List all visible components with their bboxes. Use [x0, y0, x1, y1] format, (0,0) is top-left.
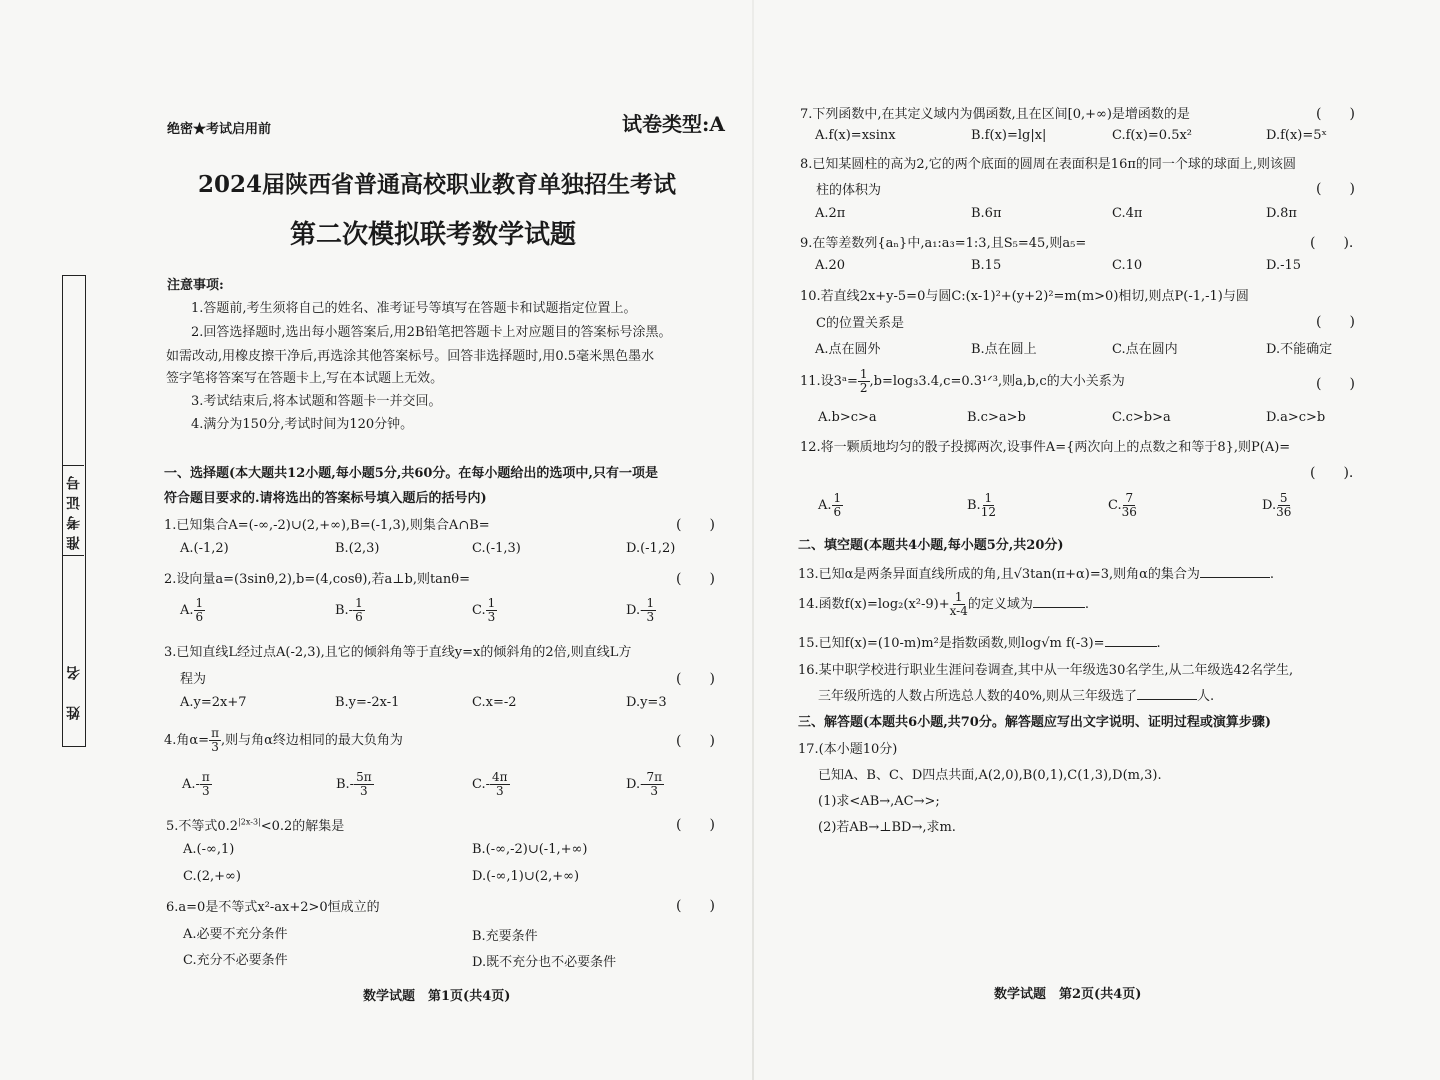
option: D.-15: [1266, 258, 1302, 273]
option: A.(-1,2): [180, 541, 229, 556]
option: C.c>b>a: [1112, 410, 1171, 425]
answer-paren: ( ): [1316, 314, 1355, 330]
option: D.既不充分也不必要条件: [472, 955, 617, 970]
question-stem: (1)求<AB→,AC→>;: [818, 794, 940, 809]
notice-item: 如需改动,用橡皮擦干净后,再选涂其他答案标号。回答非选择题时,用0.5毫米黑色墨水: [166, 349, 655, 364]
question-stem: 1.已知集合A=(-∞,-2)∪(2,+∞),B=(-1,3),则集合A∩B=: [164, 518, 490, 533]
question-stem: 12.将一颗质地均匀的骰子投掷两次,设事件A={两次向上的点数之和等于8},则P(A)=: [800, 440, 1291, 455]
section-heading: 三、解答题(本题共6小题,共70分。解答题应写出文字说明、证明过程或演算步骤): [798, 715, 1271, 730]
option: D.(-1,2): [626, 541, 676, 556]
option: D.8π: [1266, 206, 1297, 221]
notice-item: 3.考试结束后,将本试题和答题卡一并交回。: [191, 394, 442, 409]
section-heading: 符合题目要求的.请将选出的答案标号填入题后的括号内): [164, 491, 487, 506]
option: A.2π: [815, 206, 846, 221]
notice-item: 签字笔将答案写在答题卡上,写在本试题上无效。: [166, 371, 444, 386]
option: B.- $\frac{1}{6}$: [335, 596, 363, 624]
side-divider: [62, 555, 84, 556]
option: D. $\frac{5}{36}$: [1262, 491, 1292, 519]
question-stem: 15.已知f(x)=(10-m)m²是指数函数,则log√m f(-3)= .: [798, 636, 1161, 651]
option: B.- $\frac{5\pi}{3}$: [336, 770, 372, 798]
answer-paren: ( ): [676, 898, 715, 914]
answer-paren: ( ): [676, 733, 715, 749]
paper-type: 试卷类型:A: [622, 112, 725, 136]
option: A.y=2x+7: [180, 695, 247, 710]
side-divider: [62, 465, 84, 466]
option: B.15: [971, 258, 1002, 273]
notice-item: 1.答题前,考生须将自己的姓名、准考证号等填写在答题卡和试题指定位置上。: [191, 301, 637, 316]
option: B.充要条件: [472, 929, 538, 944]
option: A.必要不充分条件: [183, 927, 288, 942]
confidential-mark: 绝密★考试启用前: [167, 122, 272, 137]
option: B.6π: [971, 206, 1002, 221]
question-stem: 已知A、B、C、D四点共面,A(2,0),B(0,1),C(1,3),D(m,3).: [818, 768, 1162, 783]
option: A.b>c>a: [818, 410, 877, 425]
option: C.4π: [1112, 206, 1143, 221]
option: D.y=3: [626, 695, 667, 710]
question-stem: 2.设向量a=(3sinθ,2),b=(4,cosθ),若a⊥b,则tanθ=: [164, 572, 471, 587]
option: C.- $\frac{4\pi}{3}$: [472, 770, 508, 798]
question-stem: 4.角α= $\frac{\pi}{3}$ ,则与角α终边相同的最大负角为: [164, 726, 403, 754]
exam-subtitle: 第二次模拟联考数学试题: [290, 220, 577, 250]
page-footer: 数学试题 第1页(共4页): [363, 989, 511, 1004]
option: D.a>c>b: [1266, 410, 1326, 425]
notice-item: 4.满分为150分,考试时间为120分钟。: [191, 417, 414, 432]
question-stem: 13.已知α是两条异面直线所成的角,且√3tan(π+α)=3,则角α的集合为 .: [798, 567, 1275, 582]
option: A.- $\frac{\pi}{3}$: [182, 770, 210, 798]
question-stem: (2)若AB→⊥BD→,求m.: [818, 820, 956, 835]
question-stem: 柱的体积为: [816, 183, 882, 198]
answer-paren: ( ): [676, 817, 715, 833]
option: C. $\frac{1}{3}$: [472, 596, 496, 624]
option: C.x=-2: [472, 695, 517, 710]
question-stem: 6.a=0是不等式x²-ax+2>0恒成立的: [166, 900, 380, 915]
option: C.点在圆内: [1112, 342, 1178, 357]
question-stem: 10.若直线2x+y-5=0与圆C:(x-1)²+(y+2)²=m(m>0)相切,则点P(-1,-1)与圆: [800, 289, 1249, 304]
question-stem: 17.(本小题10分): [798, 742, 898, 757]
option: A.20: [815, 258, 846, 273]
option: A.(-∞,1): [183, 842, 235, 857]
answer-paren: ( ): [1316, 181, 1355, 197]
question-stem: C的位置关系是: [816, 316, 904, 331]
question-stem: 三年级所选的人数占所选总人数的40%,则从三年级选了 人.: [818, 689, 1215, 704]
option: B.f(x)=lg|x|: [971, 128, 1047, 143]
notice-item: 2.回答选择题时,选出每小题答案后,用2B铅笔把答题卡上对应题目的答案标号涂黑。: [191, 325, 672, 340]
option: D.f(x)=5ˣ: [1266, 128, 1328, 143]
option: A.点在圆外: [815, 342, 881, 357]
answer-paren: ( ): [1316, 106, 1355, 122]
option: A. $\frac{1}{6}$: [180, 596, 204, 624]
name-label: 姓 名: [66, 660, 82, 720]
answer-paren: ( ).: [1310, 465, 1354, 481]
option: B.c>a>b: [967, 410, 1026, 425]
answer-paren: ( ): [676, 571, 715, 587]
option: C.10: [1112, 258, 1143, 273]
section-heading: 一、选择题(本大题共12小题,每小题5分,共60分。在每小题给出的选项中,只有一项是: [164, 466, 658, 481]
notice-heading: 注意事项:: [167, 278, 224, 293]
exam-number-label: 准考证号: [66, 470, 82, 550]
answer-paren: ( ): [676, 517, 715, 533]
option: B.(-∞,-2)∪(-1,+∞): [472, 842, 588, 857]
question-stem: 16.某中职学校进行职业生涯问卷调查,其中从一年级选30名学生,从二年级选42名学生,: [798, 663, 1294, 678]
option: B. $\frac{1}{12}$: [967, 491, 996, 519]
option: C. $\frac{7}{36}$: [1108, 491, 1137, 519]
option: C.充分不必要条件: [183, 953, 288, 968]
question-stem: 11.设3ᵃ= $\frac{1}{2}$ ,b=log₃3.4,c=0.3¹ᐟ³,则a,b,c的大小关系为: [800, 367, 1125, 395]
question-stem: 7.下列函数中,在其定义域内为偶函数,且在区间[0,+∞)是增函数的是: [800, 107, 1190, 122]
option: D.- $\frac{1}{3}$: [626, 596, 655, 624]
answer-paren: ( ): [1316, 376, 1355, 392]
option: D.(-∞,1)∪(2,+∞): [472, 869, 580, 884]
option: B.点在圆上: [971, 342, 1037, 357]
answer-paren: ( ): [676, 671, 715, 687]
page-footer: 数学试题 第2页(共4页): [994, 987, 1142, 1002]
option: A.f(x)=xsinx: [815, 128, 896, 143]
question-stem: 3.已知直线L经过点A(-2,3),且它的倾斜角等于直线y=x的倾斜角的2倍,则直线L方: [164, 645, 632, 660]
question-stem: 程为: [180, 672, 207, 687]
option: B.y=-2x-1: [335, 695, 400, 710]
option: D.- $\frac{7\pi}{3}$: [626, 770, 663, 798]
option: A. $\frac{1}{6}$: [818, 491, 842, 519]
answer-paren: ( ).: [1310, 235, 1354, 251]
option: D.不能确定: [1266, 342, 1333, 357]
option: C.f(x)=0.5x²: [1112, 128, 1193, 143]
exam-title: 2024届陕西省普通高校职业教育单独招生考试: [198, 171, 677, 198]
question-stem: 9.在等差数列{aₙ}中,a₁:a₃=1:3,且S₅=45,则a₅=: [800, 236, 1087, 251]
option: B.(2,3): [335, 541, 380, 556]
option: C.(2,+∞): [183, 869, 241, 884]
question-stem: 5.不等式$0.2^{|2x-3|}<0.2$的解集是: [166, 817, 345, 834]
question-stem: 14.函数f(x)=log₂(x²-9)+ $\frac{1}{x-4}$ 的定义域为 .: [798, 590, 1090, 618]
question-stem: 8.已知某圆柱的高为2,它的两个底面的圆周在表面积是16π的同一个球的球面上,则该圆: [800, 157, 1297, 172]
option: C.(-1,3): [472, 541, 521, 556]
section-heading: 二、填空题(本题共4小题,每小题5分,共20分): [798, 538, 1064, 553]
page-fold: [752, 0, 754, 1080]
